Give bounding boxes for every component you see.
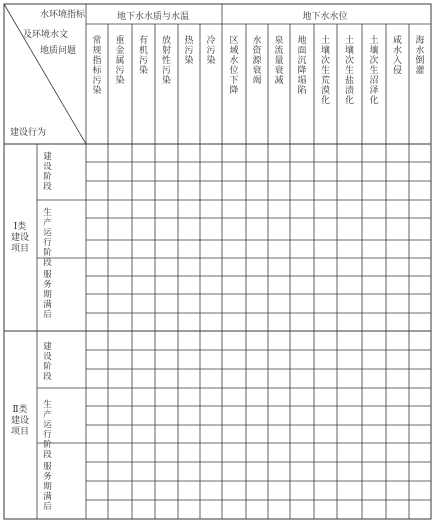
class-2-label-c: 项目 xyxy=(10,427,29,437)
class-2-stage-operation: 生产运行阶段 xyxy=(43,400,52,460)
column-header-10: 地面沉降塌陷 xyxy=(297,36,307,96)
column-header-1: 常规指标污染 xyxy=(92,36,102,96)
group-header-water-level: 地下水水位 xyxy=(302,12,348,22)
column-header-12: 土壤次生盐渍化 xyxy=(344,36,354,106)
class-1-stage-post-service: 服务期满后 xyxy=(43,270,52,320)
column-header-9: 泉流量衰减 xyxy=(274,36,284,86)
class-1-stage-construction: 建设阶段 xyxy=(43,152,52,192)
column-header-11: 土壤次生荒漠化 xyxy=(320,36,330,106)
class-2-label xyxy=(3,405,37,438)
column-header-8: 水资源衰竭 xyxy=(252,36,262,86)
class-2-label-b: 建设 xyxy=(10,416,29,426)
column-header-7: 区域水位下降 xyxy=(229,36,239,96)
column-header-5: 热污染 xyxy=(184,36,194,66)
column-header-2: 重金属污染 xyxy=(115,36,125,86)
class-2-label-a: Ⅱ类 xyxy=(12,405,28,415)
class-1-label-c: 项目 xyxy=(10,244,29,254)
class-1-label-b: 建设 xyxy=(10,233,29,243)
column-header-4: 放射性污染 xyxy=(161,36,171,86)
column-header-3: 有机污染 xyxy=(138,36,148,76)
column-header-14: 咸水入侵 xyxy=(392,36,402,76)
corner-line-3: 地质问题 xyxy=(40,46,77,56)
corner-line-1: 水环境指标 xyxy=(40,10,86,20)
column-header-15: 海水倒灌 xyxy=(415,36,425,76)
group-header-water-quality: 地下水水质与水温 xyxy=(116,12,189,22)
corner-line-2: 及环境水文 xyxy=(23,30,69,40)
table-border xyxy=(4,4,431,519)
class-2-stage-construction: 建设阶段 xyxy=(43,342,52,382)
corner-row-header: 建设行为 xyxy=(10,128,47,138)
corner-diagonal xyxy=(4,4,86,144)
class-1-label xyxy=(3,222,37,255)
column-header-13: 土壤次生沼泽化 xyxy=(369,36,379,106)
class-2-stage-post-service: 服务期满后 xyxy=(43,462,52,512)
class-1-stage-operation: 生产运行阶段 xyxy=(43,208,52,268)
column-header-6: 冷污染 xyxy=(206,36,216,66)
class-1-label-a: Ⅰ类 xyxy=(13,222,27,232)
